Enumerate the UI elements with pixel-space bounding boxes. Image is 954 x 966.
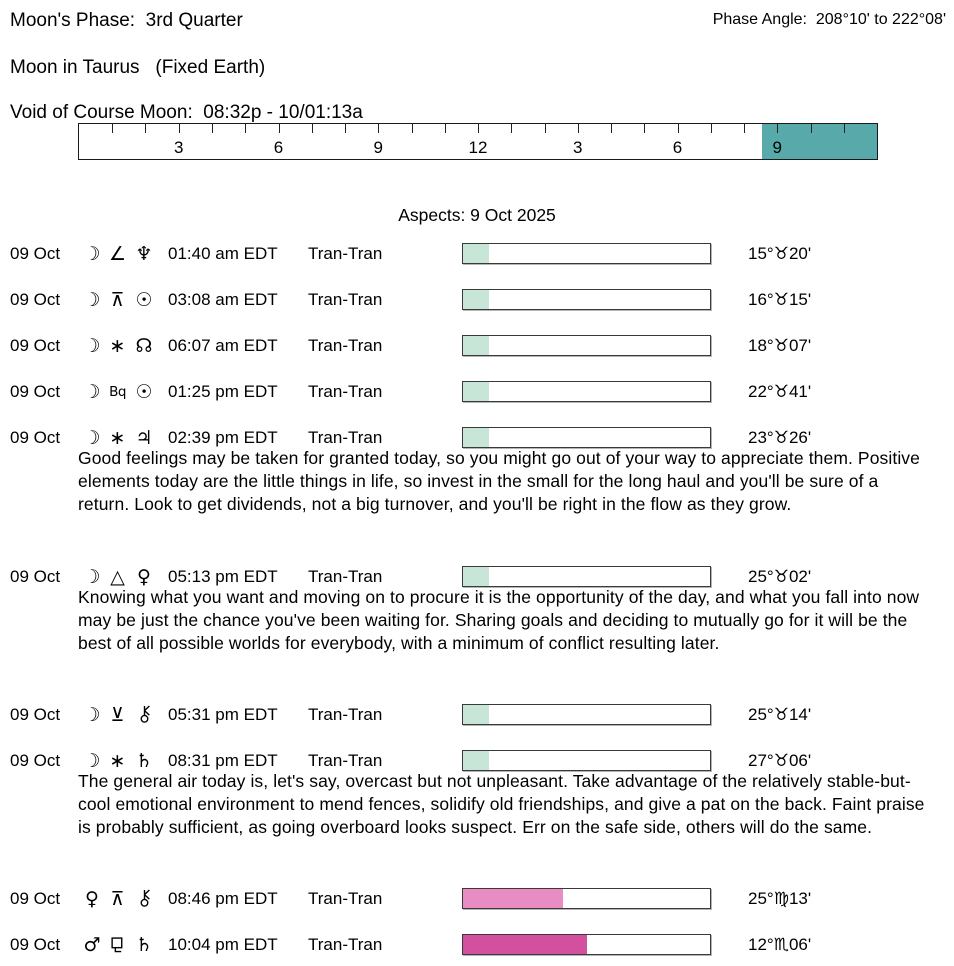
aspect-degree: 16°♉15' (748, 290, 812, 309)
chiron-icon (131, 888, 157, 910)
aspect-date: 09 Oct (10, 889, 61, 908)
aspect-date: 09 Oct (10, 705, 61, 724)
orb-bar-fill (463, 382, 489, 401)
phase-angle-line (713, 11, 946, 29)
moon-sign: Moon in Taurus (10, 57, 140, 78)
trine-icon: △ (110, 566, 125, 588)
aspect-type: Tran-Tran (308, 428, 383, 447)
orb-bar-fill (463, 290, 489, 309)
aspect-time: 03:08 am EDT (168, 290, 278, 309)
aspect-time: 02:39 pm EDT (168, 428, 278, 447)
aspect-type: Tran-Tran (308, 751, 383, 770)
aspect-type: Tran-Tran (308, 935, 383, 954)
quincunx-icon: ⊼ (110, 289, 125, 311)
phase-angle-label: Phase Angle: (712, 11, 807, 28)
aspect-date: 09 Oct (10, 567, 61, 586)
aspect-date: 09 Oct (10, 290, 61, 309)
aspect-type: Tran-Tran (308, 889, 383, 908)
aspect-degree: 22°♉41' (748, 382, 812, 401)
moon-icon: ☽ (83, 427, 101, 449)
orb-bar-fill (463, 935, 587, 954)
aspect-date: 09 Oct (10, 428, 61, 447)
orb-bar-fill (463, 889, 563, 908)
aspect-row (0, 289, 954, 311)
aspect-time: 10:04 pm EDT (168, 935, 278, 954)
orb-bar (462, 289, 711, 310)
sextile-icon: ∗ (109, 335, 126, 357)
aspect-type: Tran-Tran (308, 336, 383, 355)
saturn-icon: ♄ (135, 934, 153, 956)
moon-icon: ☽ (83, 381, 101, 403)
ruler-label: 6 (672, 138, 683, 157)
ruler-label: 9 (772, 138, 782, 157)
aspect-date: 09 Oct (10, 382, 61, 401)
moon-icon: ☽ (83, 704, 101, 726)
aspect-date: 09 Oct (10, 935, 61, 954)
venus-icon: ♀ (85, 888, 99, 910)
aspect-time: 05:31 pm EDT (168, 705, 278, 724)
orb-bar-fill (463, 705, 489, 724)
aspect-type: Tran-Tran (308, 567, 383, 586)
orb-bar (462, 934, 711, 955)
aspect-row (0, 243, 954, 265)
aspect-time: 01:25 pm EDT (168, 382, 278, 401)
moon-sign-line (10, 57, 265, 79)
phase-angle-value: 208°10' to 222°08' (815, 11, 946, 28)
aspect-time: 06:07 am EDT (168, 336, 278, 355)
aspect-degree: 15°♉20' (748, 244, 812, 263)
aspect-time: 05:13 pm EDT (168, 567, 278, 586)
mars-icon: ♂ (83, 934, 101, 956)
moon-sign-quality: (Fixed Earth) (155, 57, 266, 78)
aspect-row (0, 704, 954, 726)
aspect-degree: 23°♉26' (748, 428, 812, 447)
aspect-degree: 25°♉14' (748, 705, 812, 724)
aspect-note: The general air today is, let's say, overcast but not unpleasant. Take advantage of the relatively stable-but-cool emotional environment to mend fences, solidify old friendships, and give a pat on the back. Faint praise is probably sufficient, as going overboard looks suspect. Err on the safe side, others will do the same. (78, 771, 925, 837)
venus-icon: ♀ (137, 566, 151, 588)
aspect-degree: 18°♉07' (748, 336, 812, 355)
moon-icon: ☽ (83, 289, 101, 311)
sun-icon: ☉ (135, 381, 153, 403)
semisextile-icon: ⊻ (110, 704, 125, 726)
aspect-degree: 25°♍13' (748, 889, 812, 908)
ruler-label: 12 (468, 138, 488, 157)
moon-icon: ☽ (83, 335, 101, 357)
aspect-row (0, 381, 954, 403)
aspect-row (0, 427, 954, 449)
aspect-row (0, 934, 954, 956)
aspect-date: 09 Oct (10, 336, 61, 355)
aspect-type: Tran-Tran (308, 244, 383, 263)
aspect-type: Tran-Tran (308, 290, 383, 309)
voc-label: Void of Course Moon: (10, 102, 193, 123)
saturn-icon: ♄ (135, 750, 153, 772)
aspect-degree: 27°♉06' (748, 751, 812, 770)
aspects-title: Aspects: 9 Oct 2025 (398, 205, 556, 225)
ruler-label: 3 (573, 138, 583, 157)
moon-phase-value: 3rd Quarter (145, 10, 243, 31)
aspect-time: 08:46 pm EDT (168, 889, 278, 908)
orb-bar (462, 381, 711, 402)
voc-value: 08:32p - 10/01:13a (203, 102, 363, 123)
voc-line (10, 102, 363, 124)
aspect-note: Good feelings may be taken for granted today, so you might go out of your way to appreciate them. Positive elements today are the little things in life, so invest in the small for the long haul and you'll be sure of a return. Look to get dividends, not a big turnover, and you'll be right in the flow as they grow. (78, 448, 920, 514)
aspect-date: 09 Oct (10, 751, 61, 770)
orb-bar (462, 427, 711, 448)
orb-bar-fill (463, 751, 489, 770)
orb-bar-fill (463, 428, 489, 447)
orb-bar (462, 243, 711, 264)
ruler-label: 6 (273, 138, 284, 157)
aspect-type: Tran-Tran (308, 705, 383, 724)
neptune-icon: ♆ (135, 243, 153, 265)
semisquare-icon: ∠ (108, 243, 127, 265)
orb-bar (462, 566, 711, 587)
aspect-row (0, 335, 954, 357)
moon-icon: ☽ (83, 243, 101, 265)
aspect-type: Tran-Tran (308, 382, 383, 401)
sextile-icon: ∗ (109, 427, 126, 449)
ruler-label: 9 (373, 138, 383, 157)
aspect-degree: 12°♏06' (748, 935, 812, 954)
moon-icon: ☽ (83, 566, 101, 588)
ruler-label: 3 (174, 138, 184, 157)
moon-phase-line (10, 10, 243, 32)
orb-bar (462, 335, 711, 356)
quincunx-icon: ⊼ (110, 888, 125, 910)
aspect-time: 08:31 pm EDT (168, 751, 278, 770)
aspect-time: 01:40 am EDT (168, 244, 278, 263)
voc-ruler (78, 123, 878, 160)
aspect-degree: 25°♉02' (748, 567, 812, 586)
orb-bar (462, 704, 711, 725)
orb-bar (462, 750, 711, 771)
sesquiquadrate-icon (104, 934, 131, 956)
orb-bar-fill (463, 244, 489, 263)
aspect-row (0, 888, 954, 910)
aspect-date: 09 Oct (10, 244, 61, 263)
moon-icon: ☽ (83, 750, 101, 772)
sextile-icon: ∗ (109, 750, 126, 772)
chiron-icon (131, 704, 157, 726)
aspect-row (0, 750, 954, 772)
jupiter-icon: ♃ (135, 427, 153, 449)
aspect-note: Knowing what you want and moving on to procure it is the opportunity of the day, and what you fall into now may be just the chance you've been waiting for. Sharing goals and deciding to mutually go for it will be the best of all possible worlds for everybody, with a minimum of conflict resulting later. (78, 587, 920, 653)
orb-bar-fill (463, 336, 489, 355)
aspect-row (0, 566, 954, 588)
biquintile-icon: Bq (109, 384, 126, 400)
orb-bar (462, 888, 711, 909)
moon-phase-label: Moon's Phase: (10, 10, 136, 31)
north-node-icon: ☊ (135, 335, 153, 357)
orb-bar-fill (463, 567, 489, 586)
sun-icon: ☉ (135, 289, 153, 311)
